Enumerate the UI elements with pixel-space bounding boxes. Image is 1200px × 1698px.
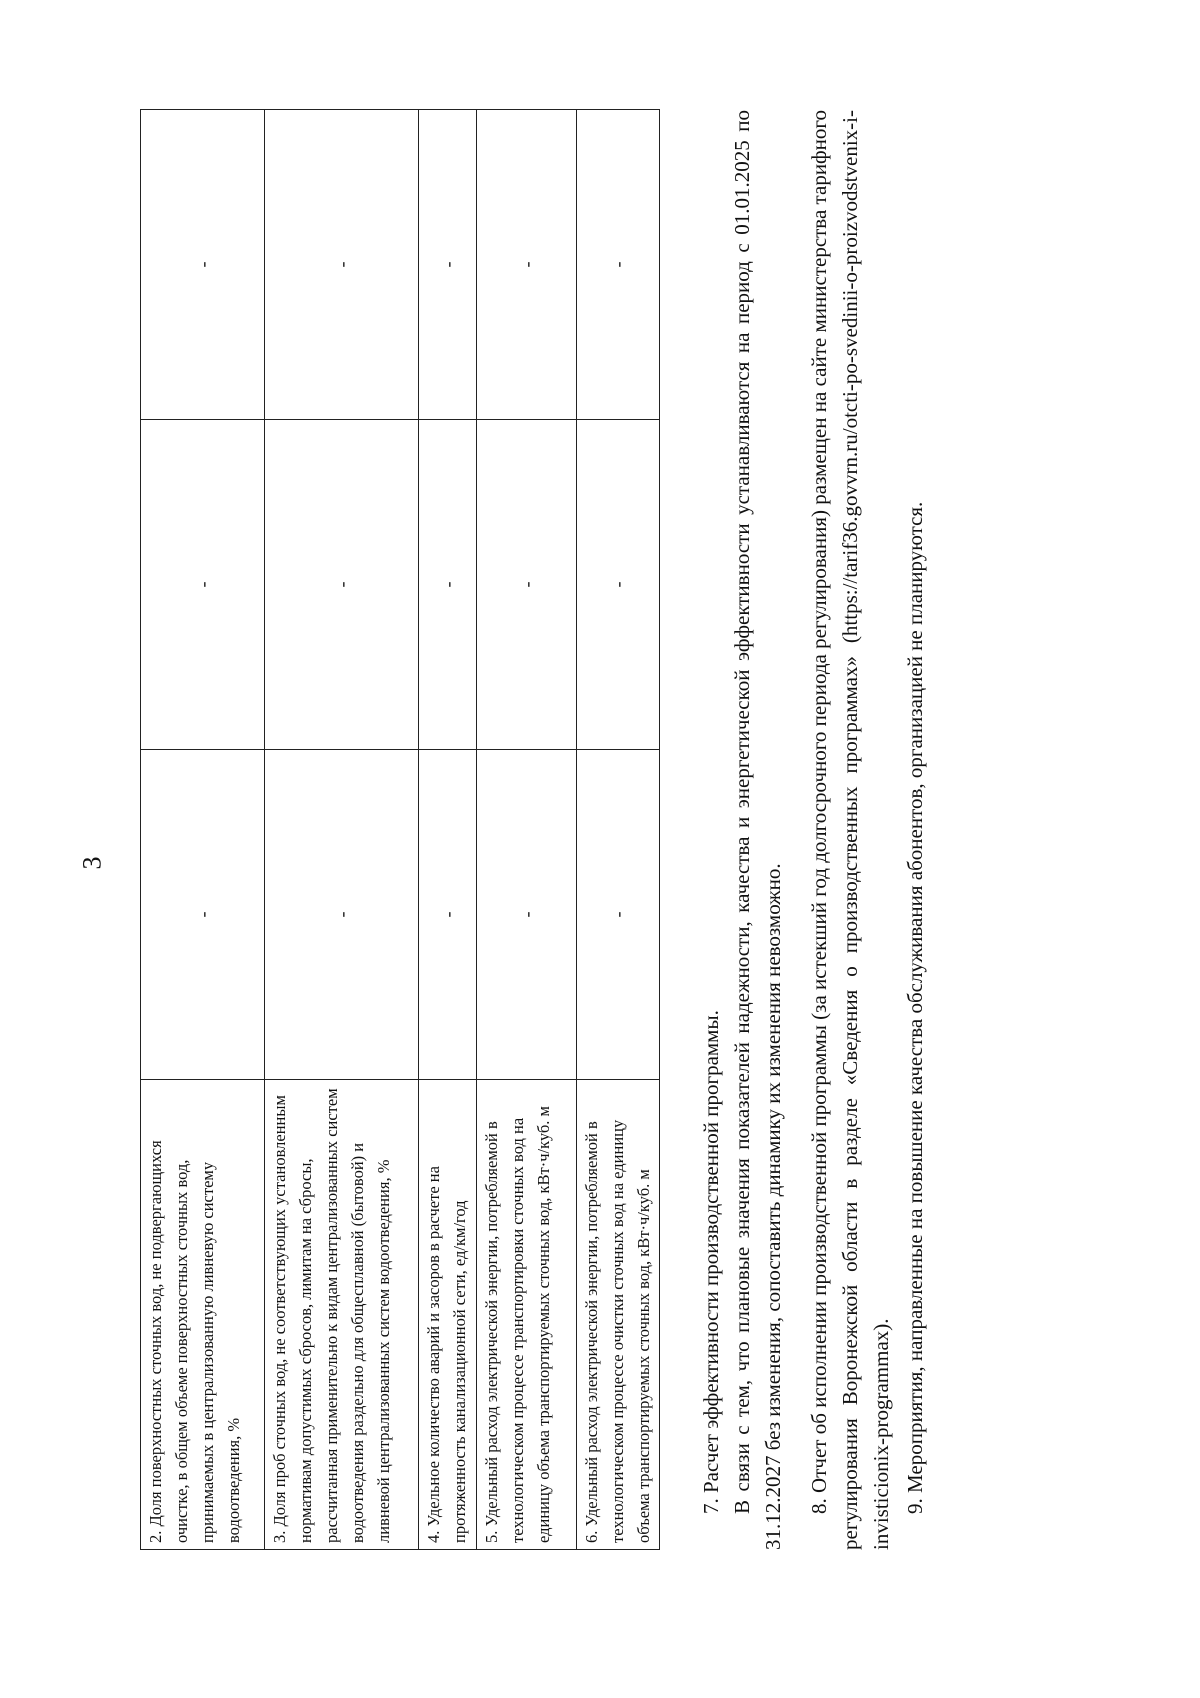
table-row — [419, 110, 477, 1550]
page-number: 3 — [77, 856, 107, 870]
table-cell: - — [577, 750, 660, 1080]
table-cell: - — [419, 750, 477, 1080]
table-cell: - — [141, 420, 265, 750]
section-9-body: 9. Мероприятия, направленные на повышение качества обслуживания абонентов, организацией не планируются. — [903, 501, 927, 1514]
table-cell: - — [577, 420, 660, 750]
rotated-page-content — [140, 110, 927, 1550]
table-row — [141, 110, 265, 1550]
section-8 — [804, 110, 897, 1550]
section-7-title: 7. Расчет эффективности производственной программы. — [699, 1010, 723, 1514]
landscape-content — [140, 110, 927, 1550]
indicator-label: 5. Удельный расход электрической энергии, потребляемой в технологическом процессе транспортировки сточных вод на единицу объема транспортируемых сточных вод, кВт·ч/куб. м — [477, 1080, 577, 1550]
table-cell: - — [265, 110, 419, 420]
table-cell: - — [477, 750, 577, 1080]
indicator-label: 6. Удельный расход электрической энергии, потребляемой в технологическом процессе очистки сточных вод на единицу объема транспортируемых сточных вод, кВт·ч/куб. м — [577, 1080, 660, 1550]
indicator-label: 4. Удельное количество аварий и засоров в расчете на протяженность канализационной сети, ед/км/год — [419, 1080, 477, 1550]
table-cell: - — [141, 750, 265, 1080]
indicator-label: 3. Доля проб сточных вод, не соответствующих установленным нормативам допустимых сбросов, лимитам на сбросы, рассчитанная применительно к видам централизованных систем водоотведения раздельно для общесплавной (бытовой) и ливневой централизованных систем водоотведения, % — [265, 1080, 419, 1550]
table-cell: - — [577, 110, 660, 420]
table-cell: - — [141, 110, 265, 420]
section-7 — [696, 110, 789, 1550]
table-row — [265, 110, 419, 1550]
table-cell: - — [419, 420, 477, 750]
indicators-table — [140, 109, 660, 1550]
table-cell: - — [265, 420, 419, 750]
table-cell: - — [265, 750, 419, 1080]
indicator-label: 2. Доля поверхностных сточных вод, не подвергающихся очистке, в общем объеме поверхностных сточных вод, принимаемых в централизованную ливневую систему водоотведения, % — [141, 1080, 265, 1550]
section-8-body: 8. Отчет об исполнении производственной программы (за истекший год долгосрочного периода регулирования) размещен на сайте министерства тарифного регулирования Воронежской области в разделе «Сведения о производственных программах» (https://tarif36.govvrn.ru/otcti-po-svedinii-o-proizvodstvenix-i-invisticionix-programmax). — [807, 110, 893, 1550]
table-cell: - — [477, 110, 577, 420]
table-cell: - — [477, 420, 577, 750]
section-9 — [900, 110, 931, 1550]
section-7-body: В связи с тем, что плановые значения показателей надежности, качества и энергетической эффективности устанавливаются на период с 01.01.2025 по 31.12.2027 без изменения, сопоставить динамику их изменения невозможно. — [730, 110, 785, 1550]
table-cell: - — [419, 110, 477, 420]
table-row — [477, 110, 577, 1550]
table-row — [577, 110, 660, 1550]
